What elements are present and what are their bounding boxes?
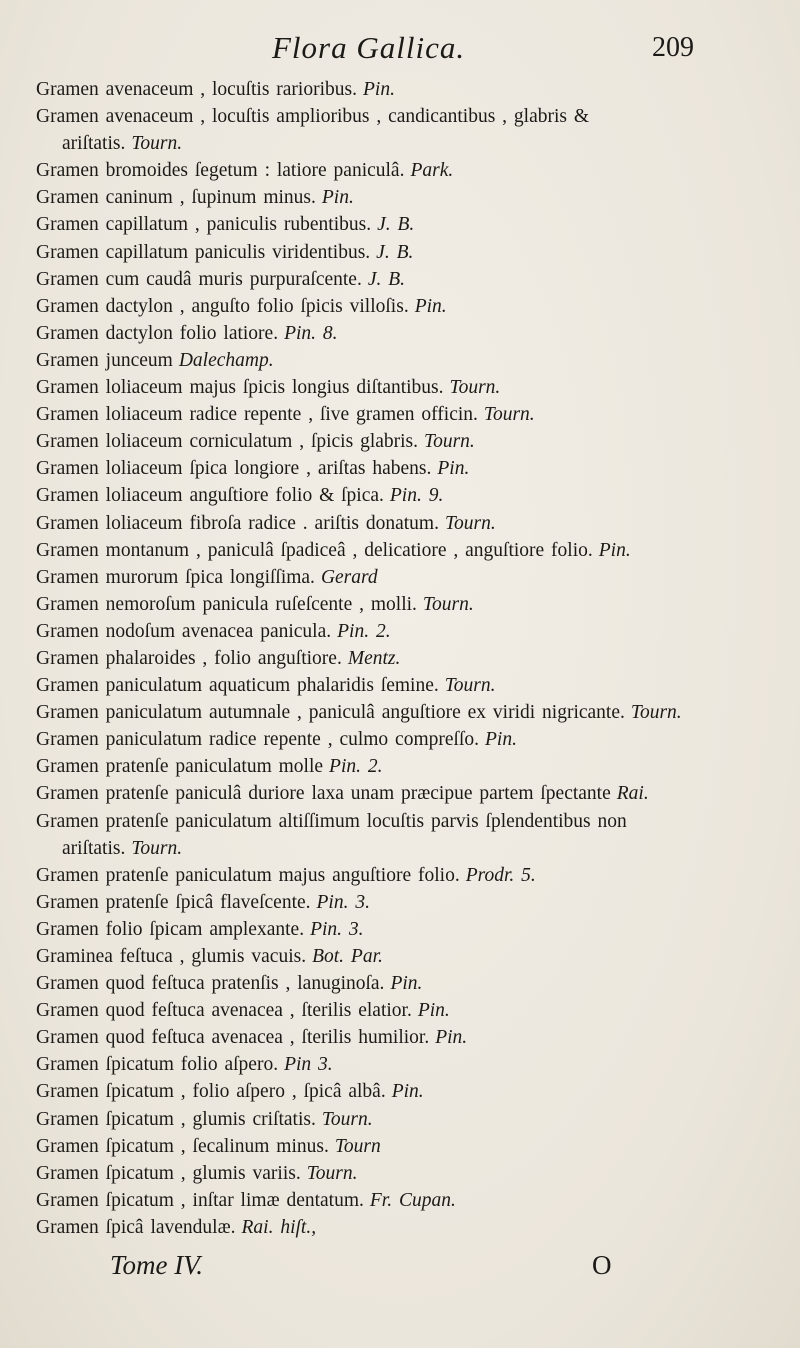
list-item bbox=[36, 672, 712, 699]
entry-authority: Tourn. bbox=[131, 133, 183, 155]
entry-text: Gramen dactylon , anguſto folio ſpicis villoſis. bbox=[36, 295, 409, 317]
entry-text: Gramen quod feſtuca avenacea , ſterilis elatior. bbox=[36, 1000, 412, 1022]
entry-text: Gramen nemoroſum panicula ruſeſcente , molli. bbox=[36, 593, 417, 615]
entry-authority: Bot. Par. bbox=[312, 946, 383, 967]
entry-authority: Pin 3. bbox=[284, 1054, 333, 1076]
entry-text: Gramen ſpicâ lavendulæ. bbox=[36, 1216, 236, 1238]
entry-authority: Pin. bbox=[390, 973, 423, 995]
entry-authority: Mentz. bbox=[347, 647, 401, 669]
list-item bbox=[36, 266, 712, 293]
species-list bbox=[36, 76, 712, 1241]
entry-text: Gramen avenaceum , locuſtis rarioribus. bbox=[36, 79, 357, 100]
list-item bbox=[36, 239, 712, 266]
list-item bbox=[36, 889, 712, 916]
entry-authority: Tourn. bbox=[424, 431, 475, 453]
entry-authority: Tourn. bbox=[131, 837, 183, 859]
entry-text: Gramen ſpicatum folio aſpero. bbox=[36, 1054, 279, 1076]
entry-text: Gramen pratenſe paniculatum altiſſimum locuſtis parvis ſplendentibus non ariſtatis. bbox=[36, 810, 627, 859]
list-item bbox=[36, 1024, 712, 1051]
entry-authority: Tourn. bbox=[321, 1108, 373, 1130]
list-item bbox=[36, 1106, 712, 1133]
list-item bbox=[36, 780, 712, 807]
list-item bbox=[36, 211, 712, 238]
entry-authority: Pin. 2. bbox=[329, 756, 383, 778]
entry-text: Gramen dactylon folio latiore. bbox=[36, 322, 279, 344]
entry-authority: Pin. bbox=[435, 1027, 468, 1049]
list-item bbox=[36, 320, 712, 347]
entry-authority: Park. bbox=[410, 160, 454, 182]
entry-authority: Tourn bbox=[334, 1135, 381, 1157]
list-item bbox=[36, 103, 712, 157]
list-item bbox=[36, 862, 712, 889]
list-item bbox=[36, 808, 712, 862]
list-item bbox=[36, 455, 712, 482]
entry-text: Gramen pratenſe paniculatum molle bbox=[36, 756, 324, 778]
list-item bbox=[36, 510, 712, 537]
entry-text: Gramen loliaceum radice repente , ſive gramen officin. bbox=[36, 404, 478, 426]
entry-authority: Rai. hiſt., bbox=[241, 1216, 317, 1238]
entry-text: Gramen paniculatum radice repente , culmo compreſſo. bbox=[36, 729, 479, 751]
entry-text: Gramen nodoſum avenacea panicula. bbox=[36, 620, 332, 642]
list-item bbox=[36, 916, 712, 943]
list-item bbox=[36, 753, 712, 780]
entry-authority: Pin. bbox=[417, 1000, 450, 1022]
entry-authority: Tourn. bbox=[444, 512, 496, 534]
list-item bbox=[36, 537, 712, 564]
entry-text: Gramen junceum bbox=[36, 349, 173, 371]
entry-text: Gramen pratenſe paniculâ duriore laxa unam præcipue partem ſpectante bbox=[36, 783, 611, 805]
entry-text: Gramen capillatum , paniculis rubentibus. bbox=[36, 214, 372, 236]
entry-text: Gramen caninum , ſupinum minus. bbox=[36, 187, 316, 209]
list-item bbox=[36, 1051, 712, 1078]
list-item bbox=[36, 76, 712, 103]
page-header bbox=[0, 28, 800, 78]
entry-authority: Pin. bbox=[414, 295, 447, 317]
entry-authority: Dalechamp. bbox=[178, 349, 274, 371]
entry-authority: Pin. bbox=[598, 539, 631, 561]
list-item bbox=[36, 347, 712, 374]
entry-text: Gramen phalaroides , folio anguſtiore. bbox=[36, 647, 342, 669]
entry-authority: J. B. bbox=[377, 214, 415, 236]
signature-mark: O bbox=[592, 1250, 612, 1280]
entry-text: Gramen quod feſtuca avenacea , ſterilis humilior. bbox=[36, 1027, 430, 1049]
entry-text: Gramen bromoides ſegetum : latiore paniculâ. bbox=[36, 160, 405, 182]
running-title: Flora Gallica. bbox=[272, 30, 466, 65]
entry-authority: Pin. 2. bbox=[337, 620, 391, 642]
list-item bbox=[36, 997, 712, 1024]
entry-text: Gramen ſpicatum , glumis variis. bbox=[36, 1162, 301, 1184]
entry-text: Gramen pratenſe ſpicâ flaveſcente. bbox=[36, 891, 311, 913]
entry-text: Gramen paniculatum autumnale , paniculâ anguſtiore ex viridi nigricante. bbox=[36, 702, 625, 724]
entry-authority: Prodr. 5. bbox=[465, 864, 536, 886]
entry-authority: Rai. bbox=[616, 783, 649, 805]
list-item bbox=[36, 482, 712, 509]
entry-authority: Tourn. bbox=[630, 702, 682, 724]
entry-text: Gramen montanum , paniculâ ſpadiceâ , delicatiore , anguſtiore folio. bbox=[36, 539, 593, 561]
list-item bbox=[36, 1160, 712, 1187]
list-item bbox=[36, 1078, 712, 1105]
entry-text: Gramen quod feſtuca pratenſis , lanuginoſa. bbox=[36, 973, 385, 995]
page-footer bbox=[0, 1250, 800, 1290]
entry-text: Gramen loliaceum ſpica longiore , ariſtas habens. bbox=[36, 458, 432, 480]
entry-text: Gramen capillatum paniculis viridentibus. bbox=[36, 241, 371, 263]
list-item bbox=[36, 591, 712, 618]
entry-text: Gramen ſpicatum , inſtar limæ dentatum. bbox=[36, 1189, 364, 1211]
entry-text: Gramen murorum ſpica longiſſima. bbox=[36, 566, 315, 588]
entry-text: Gramen folio ſpicam amplexante. bbox=[36, 918, 305, 940]
entry-text: Gramen ſpicatum , glumis criſtatis. bbox=[36, 1108, 316, 1130]
entry-text: Gramen paniculatum aquaticum phalaridis ſemine. bbox=[36, 675, 439, 697]
list-item bbox=[36, 374, 712, 401]
entry-authority: Gerard bbox=[320, 566, 378, 588]
entry-authority: Pin. 9. bbox=[389, 485, 444, 507]
entry-text: Graminea feſtuca , glumis vacuis. bbox=[36, 946, 307, 967]
entry-authority: Pin. bbox=[391, 1081, 424, 1103]
entry-authority: J. B. bbox=[376, 241, 414, 263]
list-item bbox=[36, 564, 712, 591]
entry-authority: Tourn. bbox=[444, 675, 496, 697]
entry-authority: Pin. 8. bbox=[284, 322, 338, 344]
entry-authority: Tourn. bbox=[449, 377, 501, 399]
entry-text: Gramen pratenſe paniculatum majus anguſtiore folio. bbox=[36, 864, 460, 886]
entry-authority: J. B. bbox=[367, 268, 406, 290]
list-item bbox=[36, 1187, 712, 1214]
list-item bbox=[36, 1214, 712, 1241]
list-item bbox=[36, 618, 712, 645]
entry-authority: Pin. 3. bbox=[316, 891, 370, 913]
entry-authority: Fr. Cupan. bbox=[369, 1189, 456, 1211]
entry-authority: Pin. bbox=[437, 458, 470, 480]
entry-text: Gramen cum caudâ muris purpuraſcente. bbox=[36, 268, 362, 290]
list-item bbox=[36, 157, 712, 184]
page-number: 209 bbox=[652, 32, 694, 63]
list-item bbox=[36, 970, 712, 997]
list-item bbox=[36, 428, 712, 455]
entry-text: Gramen loliaceum corniculatum , ſpicis glabris. bbox=[36, 431, 419, 453]
list-item bbox=[36, 293, 712, 320]
entry-text: Gramen loliaceum majus ſpicis longius diſtantibus. bbox=[36, 377, 444, 399]
list-item bbox=[36, 401, 712, 428]
list-item bbox=[36, 184, 712, 211]
entry-text: Gramen loliaceum anguſtiore folio & ſpica. bbox=[36, 485, 384, 507]
volume-label: Tome IV. bbox=[110, 1250, 204, 1280]
entry-authority: Tourn. bbox=[483, 404, 535, 426]
entry-text: Gramen avenaceum , locuſtis amplioribus , candicantibus , glabris & ariſtatis. bbox=[36, 106, 590, 155]
list-item bbox=[36, 699, 712, 726]
list-item bbox=[36, 726, 712, 753]
entry-authority: Pin. 3. bbox=[310, 918, 364, 940]
entry-authority: Tourn. bbox=[306, 1162, 358, 1184]
entry-text: Gramen ſpicatum , ſecalinum minus. bbox=[36, 1135, 329, 1157]
list-item bbox=[36, 645, 712, 672]
entry-authority: Pin. bbox=[362, 79, 395, 100]
list-item bbox=[36, 943, 712, 970]
entry-text: Gramen ſpicatum , folio aſpero , ſpicâ albâ. bbox=[36, 1081, 386, 1103]
entry-authority: Pin. bbox=[485, 729, 517, 751]
entry-authority: Pin. bbox=[321, 187, 354, 209]
entry-authority: Tourn. bbox=[422, 593, 474, 615]
list-item bbox=[36, 1133, 712, 1160]
entry-text: Gramen loliaceum fibroſa radice . ariſtis donatum. bbox=[36, 512, 439, 534]
